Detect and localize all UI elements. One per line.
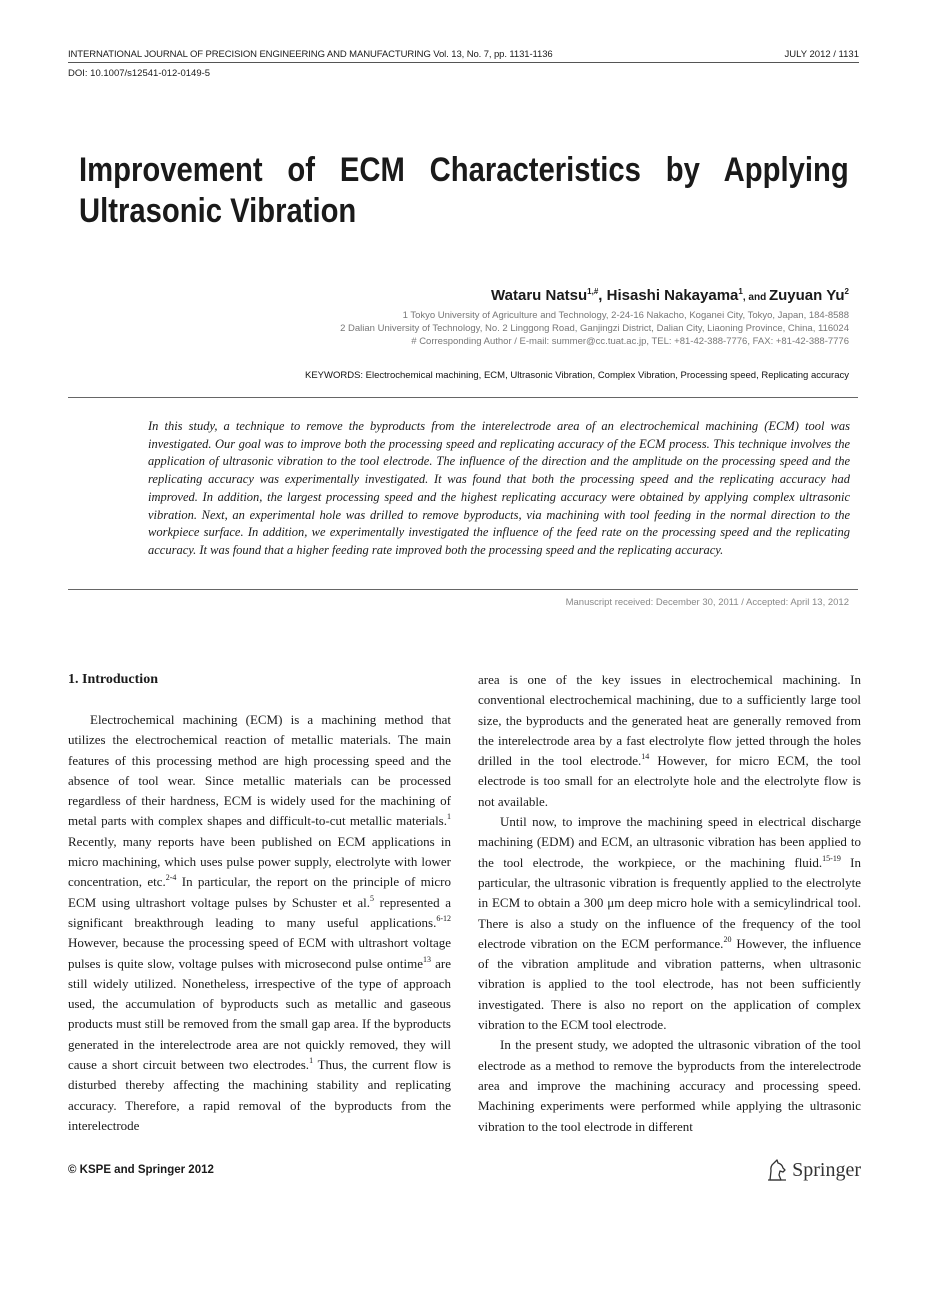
author-separator: , (598, 287, 607, 304)
doi: DOI: 10.1007/s12541-012-0149-5 (68, 68, 211, 79)
keywords: KEYWORDS: Electrochemical machining, ECM, Ultrasonic Vibration, Complex Vibration, Processing speed, Replicating accuracy (304, 370, 849, 381)
body-column-left (68, 670, 451, 1136)
abstract: In this study, a technique to remove the byproducts from the interelectrode area of an electrochemical machining (ECM) tool was investigated. Our goal was to improve both the processing speed and replicating accuracy of the ECM process. This technique involves the application of ultrasonic vibration to the tool electrode. The influence of the direction and the amplitude on the processing speed and the replicating accuracy was experimentally investigated. It was found that both the processing speed and the replicating accuracy had improved. In addition, the largest processing speed and the highest replicating accuracy were obtained by applying complex ultrasonic vibration. Next, an experimental hole was drilled to remove byproducts, via machining with tool feeding in the normal direction to the workpiece surface. In addition, we experimentally investigated the influence of the feed rate on the processing speed and the replicating accuracy. It was found that a higher feeding rate improved both the processing speed and the replicating accuracy. (148, 419, 850, 557)
affiliation-2: 2 Dalian University of Technology, No. 2 Linggong Road, Ganjingzi District, Dalian City, Liaoning Province, China, 116024 (340, 323, 849, 334)
abstract-divider (68, 589, 858, 590)
author-3-affil: 2 (844, 287, 849, 296)
copyright: © KSPE and Springer 2012 (68, 1164, 214, 1176)
author-1: Wataru Natsu (491, 287, 588, 304)
section-heading: 1. Introduction (68, 672, 158, 687)
paper-title: Improvement of ECM Characteristics by Applying Ultrasonic Vibration (79, 151, 849, 230)
issue-date-page: JULY 2012 / 1131 (784, 49, 859, 60)
author-1-affil: 1,# (587, 287, 599, 296)
publisher-name: Springer (792, 1158, 861, 1181)
springer-logo (766, 1158, 861, 1182)
author-and: , and (742, 292, 769, 303)
author-3: Zuyuan Yu (768, 287, 845, 304)
manuscript-dates: Manuscript received: December 30, 2011 / Accepted: April 13, 2012 (565, 597, 849, 608)
paragraph: In the present study, we adopted the ultrasonic vibration of the tool electrode as a method to remove the byproducts from the interelectrode area and improve the machining accuracy and processing speed. Machining experiments were performed while applying the ultrasonic vibration to the tool electrode in different (478, 1037, 861, 1134)
corresponding-author: # Corresponding Author / E-mail: summer@cc.tuat.ac.jp, TEL: +81-42-388-7776, FAX: +81-42-388-7776 (411, 336, 849, 347)
author-2: Hisashi Nakayama (606, 287, 739, 304)
header-divider (68, 62, 859, 63)
keywords-divider (68, 397, 858, 398)
body-column-right (478, 670, 861, 1137)
author-2-affil: 1 (738, 287, 743, 296)
paragraph: Until now, to improve the machining speed in electrical discharge machining (EDM) and ECM, an ultrasonic vibration has been applied to the tool electrode, the workpiece, or the machining fluid.$^{15-19}$ In particular, the ultrasonic vibration is frequently applied to the electrolyte in ECM to obtain a 300 μm deep micro hole with a semicylindrical tool. There is also a study on the influence of the frequency of the tool electrode vibration on the ECM performance.$^{20}$ However, the influence of the vibration amplitude and vibration patterns, when ultrasonic vibration is applied to the tool electrode, has not been sufficiently investigated. There is also no report on the application of complex vibration to the ECM tool electrode. (478, 814, 861, 1033)
paragraph: area is one of the key issues in electrochemical machining. In conventional electrochemical machining, due to a sufficiently large tool size, the byproducts and the generated heat are generally removed from the interelectrode area by a fast electrolyte flow jetted through the holes drilled in the tool electrode.$^{14}$ However, for micro ECM, the tool electrode is too small for an electrolyte hole and the electrolyte flow is not available. (478, 672, 861, 809)
affiliation-1: 1 Tokyo University of Agriculture and Technology, 2-24-16 Nakacho, Koganei City, Tokyo, Japan, 184-8588 (402, 310, 849, 321)
journal-citation: INTERNATIONAL JOURNAL OF PRECISION ENGINEERING AND MANUFACTURING Vol. 13, No. 7, pp. 1131-1136 (68, 49, 553, 60)
author-line (491, 287, 849, 304)
springer-horse-icon (766, 1158, 788, 1182)
paragraph: Electrochemical machining (ECM) is a machining method that utilizes the electrochemical reaction of metallic materials. The main features of this processing method are high processing speed and the absence of tool wear. Since metallic materials can be processed regardless of their hardness, ECM is widely used for the machining of metal parts with complex shapes and difficult-to-cut metallic materials.$^1$ Recently, many reports have been published on ECM applications in micro machining, which uses pulse power supply, electrolyte with lower concentration, etc.$^{2-4}$ In particular, the report on the principle of micro ECM using ultrashort voltage pulses by Schuster et al.$^5$ represented a significant breakthrough leading to many useful applications.$^{6-12}$ However, because the processing speed of ECM with ultrashort voltage pulses is quite slow, voltage pulses with microsecond pulse ontime$^{13}$ are still widely utilized. Nonetheless, irrespective of the type of approach used, the accumulation of byproducts such as metallic and gaseous products must still be removed from the small gap area. If the byproducts generated in the interelectrode area are not quickly removed, they will cause a short circuit between two electrodes.$^1$ Thus, the current flow is disturbed thereby affecting the machining stability and replicating accuracy. Therefore, a rapid removal of the byproducts from the interelectrode (68, 712, 451, 1133)
